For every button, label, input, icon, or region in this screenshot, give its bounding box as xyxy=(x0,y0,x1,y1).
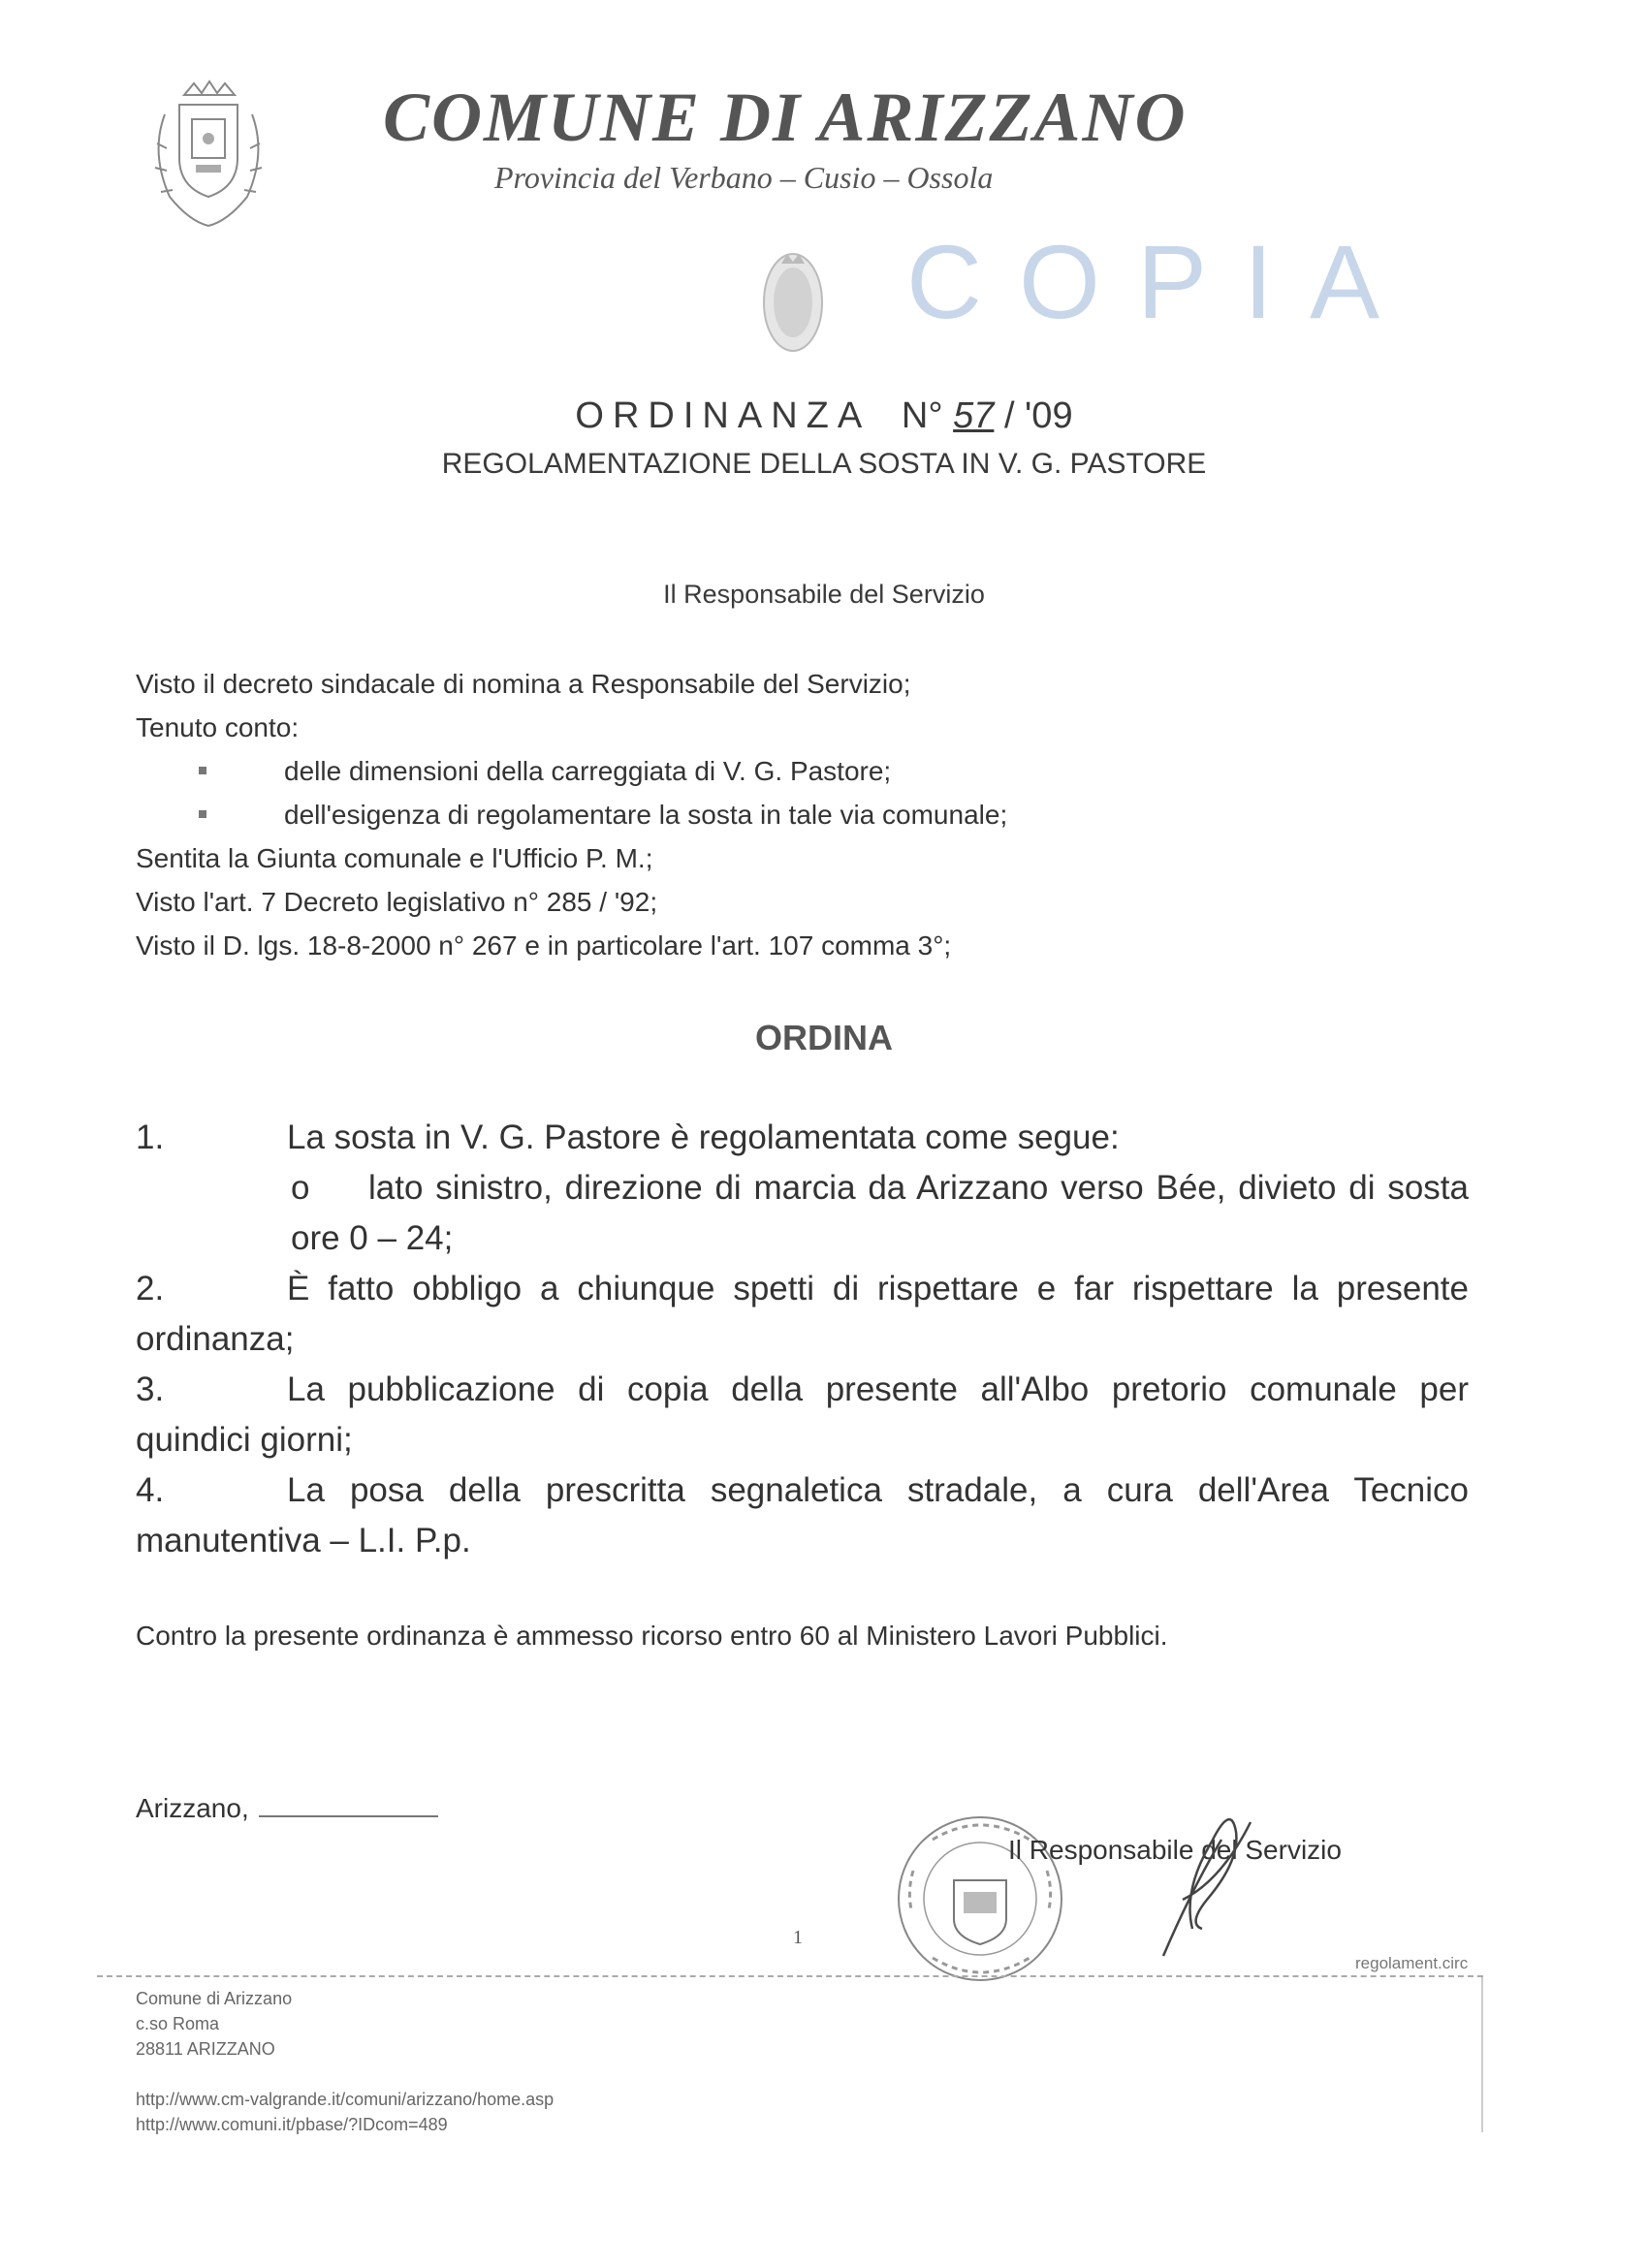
order-item-4: 4. La posa della prescritta segnaletica stradale, a cura dell'Area Tecnico manutentiva – L.I. P.p. xyxy=(136,1465,1469,1566)
item-number: 2. xyxy=(136,1270,165,1307)
premise-dlgs: Visto il D. lgs. 18-8-2000 n° 267 e in particolare l'art. 107 comma 3°; xyxy=(136,930,952,961)
municipal-crest-icon xyxy=(145,76,271,236)
place-label: Arizzano, xyxy=(136,1793,249,1823)
circle-bullet-icon: o xyxy=(291,1169,310,1207)
page-number: 1 xyxy=(793,1927,803,1948)
square-bullet-icon xyxy=(199,767,206,774)
issuer-heading: Il Responsabile del Servizio xyxy=(663,580,985,609)
ordinance-title xyxy=(0,395,1648,437)
premise-sentita: Sentita la Giunta comunale e l'Ufficio P. M.; xyxy=(136,843,653,873)
signature-caption: Il Responsabile del Servizio xyxy=(1008,1835,1342,1865)
footer-url-2: http://www.comuni.it/pbase/?IDcom=489 xyxy=(136,2115,448,2134)
order-sub-item: o lato sinistro, direzione di marcia da Arizzano verso Bée, divieto di sosta ore 0 – 24; xyxy=(291,1163,1469,1264)
footer-side-rule xyxy=(1481,1977,1483,2132)
order-item-2: 2. È fatto obbligo a chiunque spetti di rispettare e far rispettare la presente ordinanza; xyxy=(136,1264,1469,1365)
order-item-3: 3. La pubblicazione di copia della presente all'Albo pretorio comunale per quindici giorni; xyxy=(136,1365,1469,1465)
province-line: Provincia del Verbano – Cusio – Ossola xyxy=(494,160,994,195)
footer-city: 28811 ARIZZANO xyxy=(136,2039,275,2059)
copy-stamp: COPIA xyxy=(906,223,1417,340)
place-date xyxy=(136,1793,438,1824)
premise-art7: Visto l'art. 7 Decreto legislativo n° 285 / '92; xyxy=(136,887,658,917)
ordina-heading: ORDINA xyxy=(755,1018,893,1057)
handwritten-signature xyxy=(1125,1783,1299,1958)
premise-decreto: Visto il decreto sindacale di nomina a Responsabile del Servizio; xyxy=(136,669,911,699)
list-item: dell'esigenza di regolamentare la sosta in tale via comunale; xyxy=(199,800,1007,831)
list-item: delle dimensioni della carreggiata di V. G. Pastore; xyxy=(199,756,891,787)
ordinance-word: ORDINANZA xyxy=(575,395,872,436)
file-tag: regolament.circ xyxy=(1355,1954,1469,1972)
ordinance-number: 57 xyxy=(953,395,995,436)
item-number: 4. xyxy=(136,1471,165,1509)
order-item-1: 1. La sosta in V. G. Pastore è regolamentata come segue: xyxy=(136,1113,1469,1163)
item-number: 1. xyxy=(136,1118,165,1156)
premise-tenuto-conto: Tenuto conto: xyxy=(136,712,300,742)
ordinance-subject: REGOLAMENTAZIONE DELLA SOSTA IN V. G. PASTORE xyxy=(441,448,1207,480)
ordinance-number-prefix: N° xyxy=(901,395,943,436)
ordinance-year: / '09 xyxy=(1003,395,1073,436)
appeal-notice: Contro la presente ordinanza è ammesso ricorso entro 60 al Ministero Lavori Pubblici. xyxy=(136,1621,1168,1651)
municipality-name: COMUNE DI ARIZZANO xyxy=(383,79,1188,156)
date-blank-line xyxy=(259,1814,438,1817)
republic-seal-icon xyxy=(758,242,828,359)
footer-municipality: Comune di Arizzano xyxy=(136,1989,293,2008)
item-number: 3. xyxy=(136,1370,165,1408)
square-bullet-icon xyxy=(199,810,206,818)
footer-url-1: http://www.cm-valgrande.it/comuni/arizzano/home.asp xyxy=(136,2090,555,2109)
footer-divider xyxy=(97,1975,1483,1977)
footer-street: c.so Roma xyxy=(136,2014,220,2033)
